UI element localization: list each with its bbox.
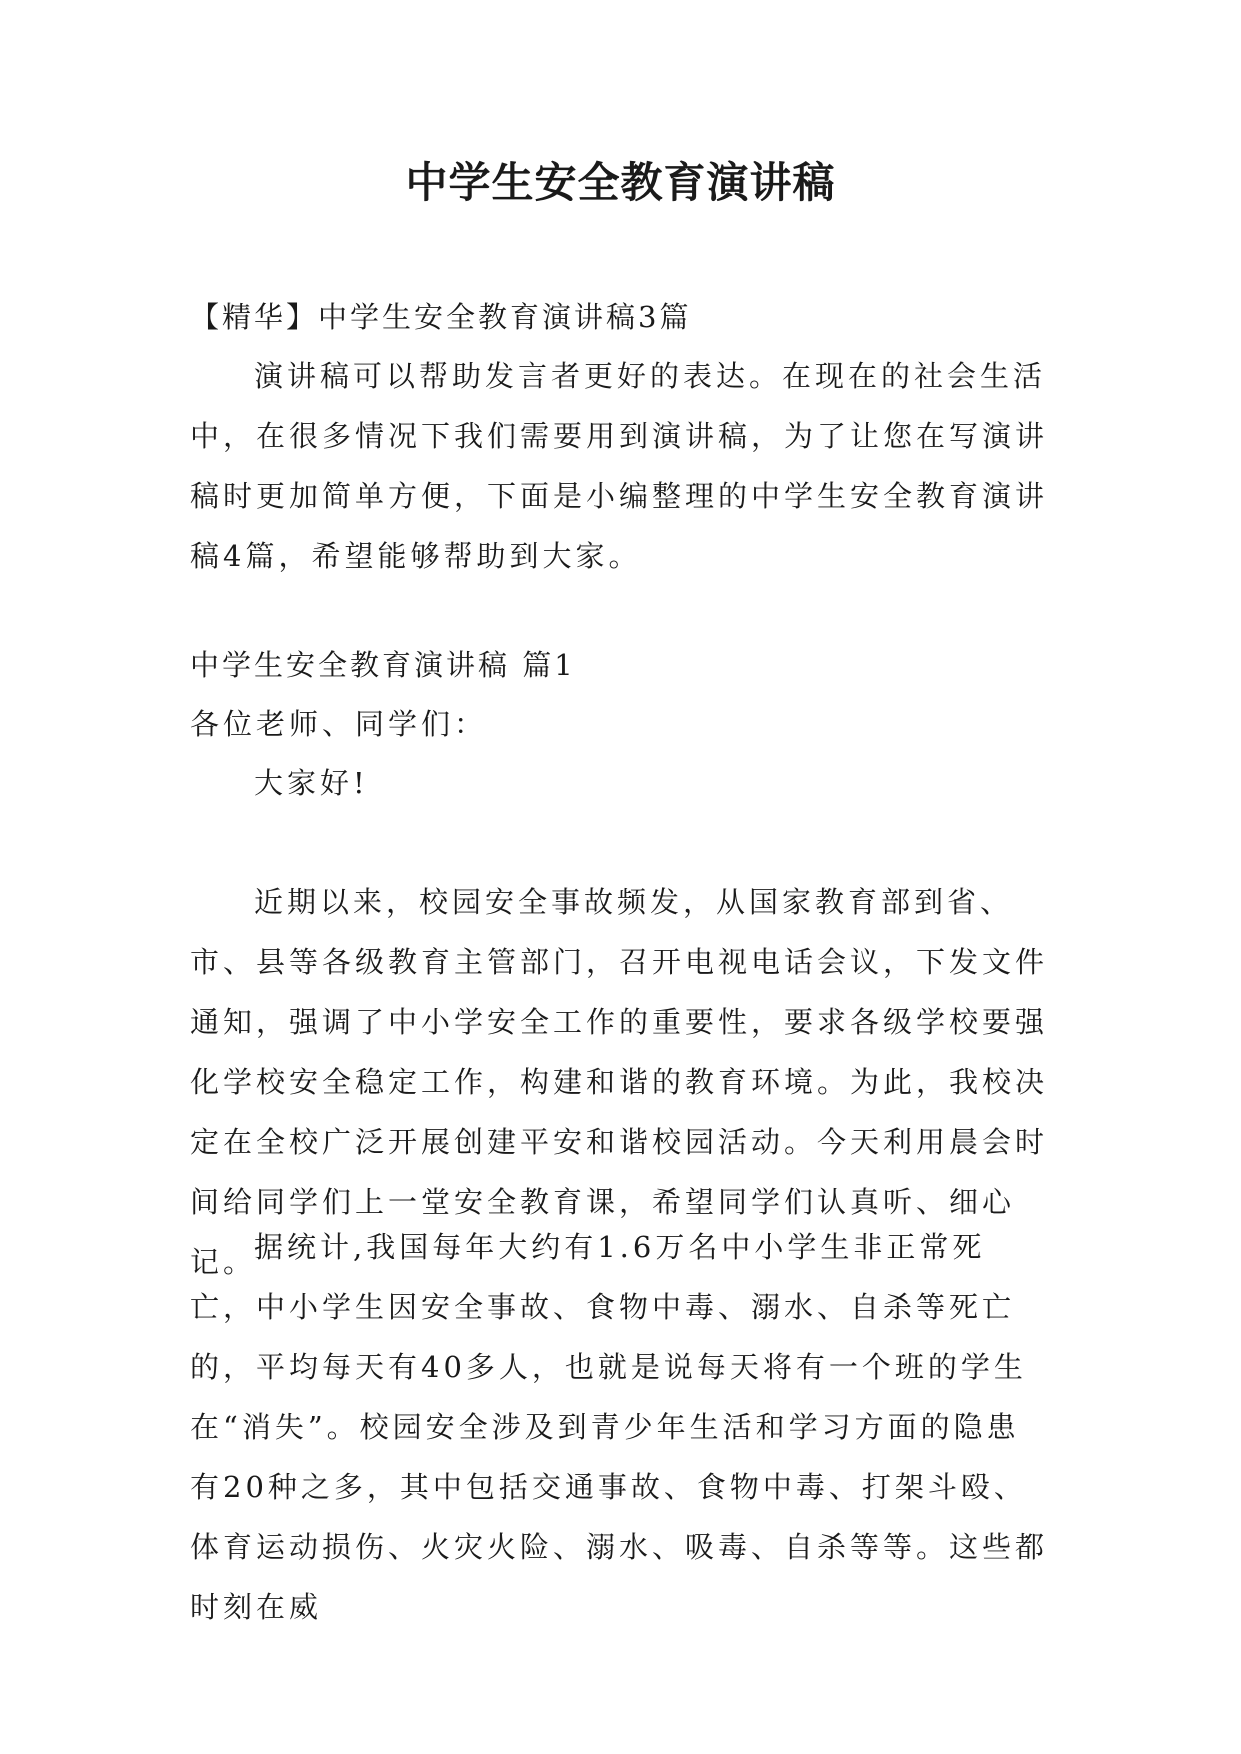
intro-paragraph: 演讲稿可以帮助发言者更好的表达。在现在的社会生活中，在很多情况下我们需要用到演讲稿，为了让您在写演讲稿时更加简单方便，下面是小编整理的中学生安全教育演讲稿4篇，希望能够帮助到大家。 (190, 359, 1049, 573)
section-heading: 中学生安全教育演讲稿 篇1 (190, 648, 576, 682)
greeting: 大家好! (254, 766, 369, 800)
body-paragraph-1: 近期以来，校园安全事故频发，从国家教育部到省、市、县等各级教育主管部门，召开电视电话会议，下发文件通知，强调了中小学安全工作的重要性，要求各级学校要强化学校安全稳定工作，构建和谐的教育环境。为此，我校决定在全校广泛开展创建平安和谐校园活动。今天利用晨会时间给同学们上一堂安全教育课，希望同学们认真听、细心记。 (190, 885, 1049, 1279)
document-subtitle: 【精华】中学生安全教育演讲稿3篇 (190, 300, 692, 334)
document-title: 中学生安全教育演讲稿 (405, 158, 836, 207)
salutation: 各位老师、同学们： (190, 707, 488, 741)
body-paragraph-2: 据统计,我国每年大约有1.6万名中小学生非正常死亡，中小学生因安全事故、食物中毒、溺水、自杀等死亡的，平均每天有40多人，也就是说每天将有一个班的学生在“消失”。校园安全涉及到青少年生活和学习方面的隐患有20种之多，其中包括交通事故、食物中毒、打架斗殴、体育运动损伤、火灾火险、溺水、吸毒、自杀等等。这些都时刻在威 (190, 1230, 1049, 1624)
